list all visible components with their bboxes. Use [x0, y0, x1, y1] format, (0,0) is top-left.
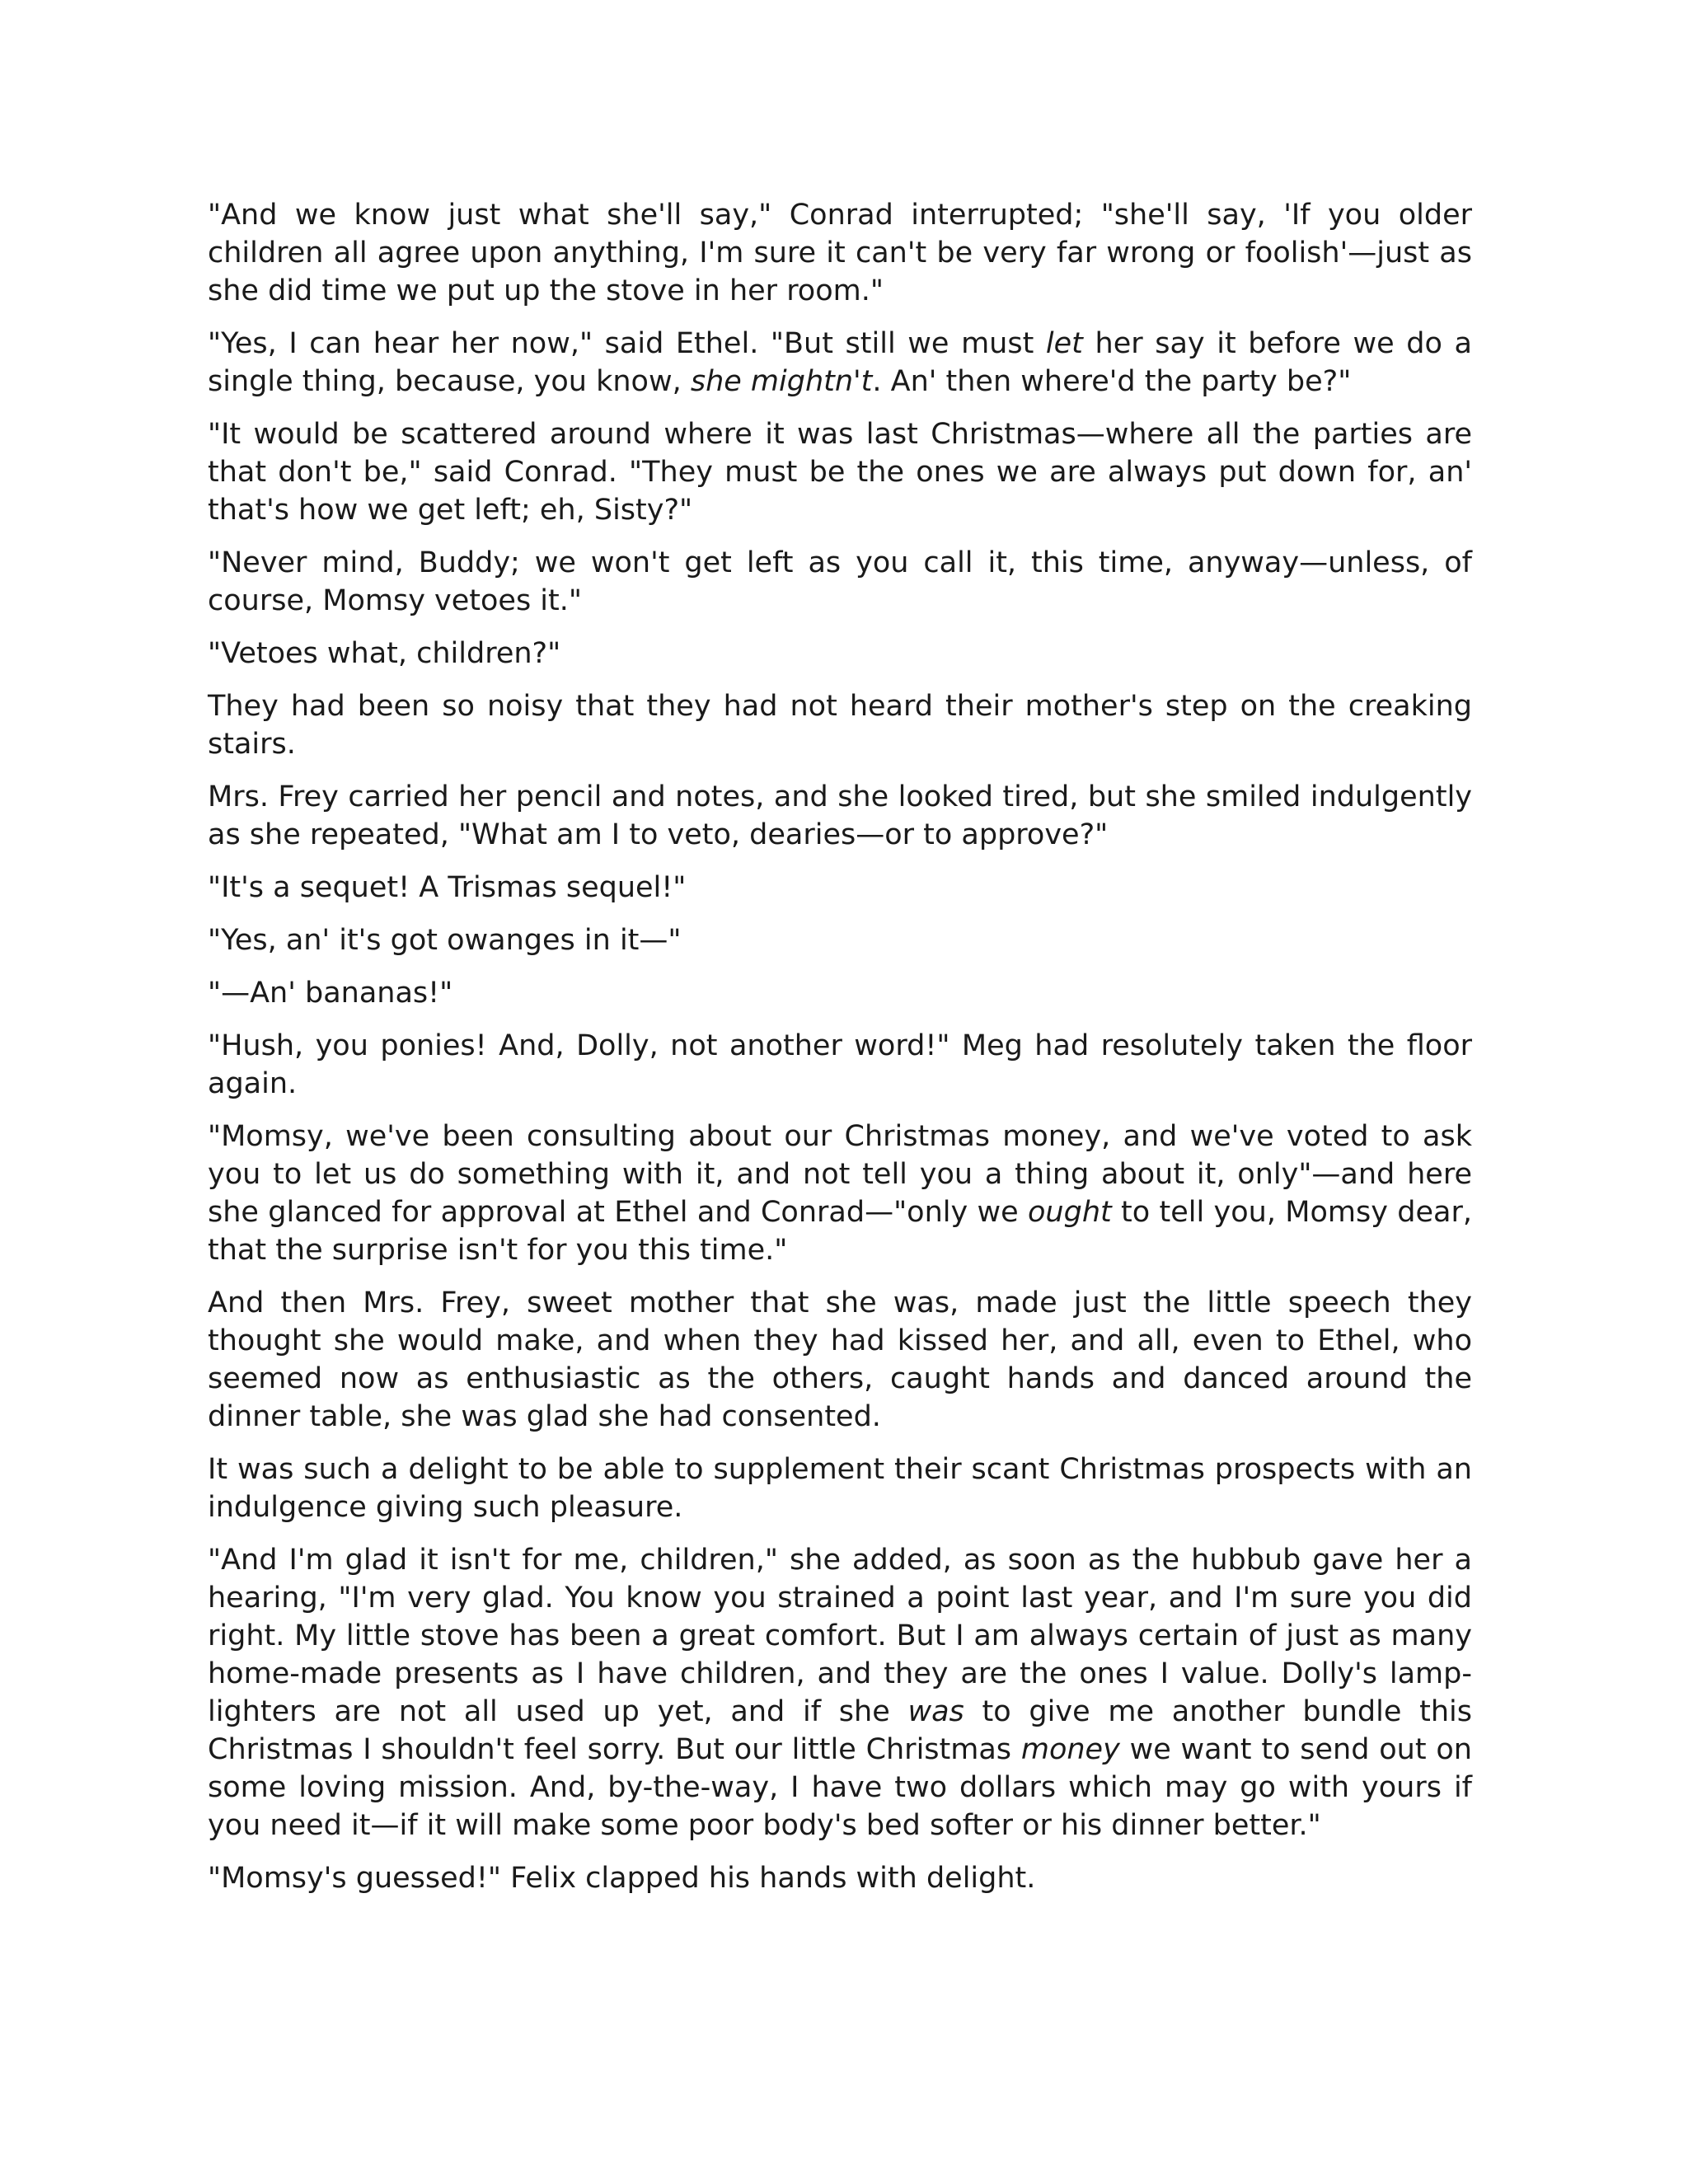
- paragraph: [208, 1284, 1472, 1436]
- paragraph: [208, 544, 1472, 620]
- text: It was such a delight to be able to supplement their scant Christmas prospects with an indulgence giving such pleasure.: [208, 1453, 1472, 1524]
- paragraph: [208, 687, 1472, 763]
- paragraph: [208, 1118, 1472, 1269]
- text: her say it before we do a single thing, because, you know,: [208, 327, 1472, 398]
- text: "Momsy's guessed!" Felix clapped his hands with delight.: [208, 1862, 1036, 1895]
- paragraph: [208, 196, 1472, 310]
- text: And then Mrs. Frey, sweet mother that she was, made just the little speech they thought she would make, and when they had kissed her, and all, even to Ethel, who seemed now as enthusiastic as the others, caught hands and danced around the dinner table, she was glad she had consented.: [208, 1286, 1472, 1433]
- paragraph: [208, 635, 1472, 673]
- text: to tell you, Momsy dear, that the surprise isn't for you this time.": [208, 1196, 1472, 1267]
- paragraph: [208, 974, 1472, 1012]
- emphasis-text: she mightn't: [690, 365, 873, 398]
- paragraph: [208, 921, 1472, 959]
- text: They had been so noisy that they had not heard their mother's step on the creaking stairs.: [208, 690, 1472, 761]
- text: "It's a sequet! A Trismas sequel!": [208, 871, 687, 904]
- text: "And I'm glad it isn't for me, children," she added, as soon as the hubbub gave her a hearing, "I'm very glad. You know you strained a point last year, and I'm sure you did right. My little stove has been a great comfort. But I am always certain of just as many home-made presents as I have children, and they are the ones I value. Dolly's lamp-lighters are not all used up yet, and if she: [208, 1544, 1472, 1728]
- text: "Hush, you ponies! And, Dolly, not another word!" Meg had resolutely taken the floor again.: [208, 1029, 1472, 1100]
- paragraph: [208, 325, 1472, 401]
- text: . An' then where'd the party be?": [872, 365, 1352, 398]
- emphasis-text: let: [1045, 327, 1083, 360]
- document-page: [208, 196, 1472, 1912]
- text: "—An' bananas!": [208, 977, 453, 1010]
- paragraph: [208, 1541, 1472, 1844]
- text: to give me another bundle this Christmas I shouldn't feel sorry. But our little Christmas: [208, 1695, 1472, 1766]
- text: "Yes, an' it's got owanges in it—": [208, 924, 682, 957]
- paragraph: [208, 1451, 1472, 1526]
- text: we want to send out on some loving mission. And, by-the-way, I have two dollars which may go with yours if you need it—if it will make some poor body's bed softer or his dinner better.": [208, 1733, 1472, 1842]
- emphasis-text: money: [1020, 1733, 1120, 1766]
- emphasis-text: was: [907, 1695, 964, 1728]
- paragraph: [208, 415, 1472, 529]
- text: "Momsy, we've been consulting about our Christmas money, and we've voted to ask you to let us do something with it, and not tell you a thing about it, only"—and here she glanced for approval at Ethel and Conrad—"only we: [208, 1120, 1472, 1229]
- paragraph: [208, 1859, 1472, 1897]
- text: "Vetoes what, children?": [208, 637, 561, 670]
- paragraph: [208, 1027, 1472, 1103]
- text: "And we know just what she'll say," Conrad interrupted; "she'll say, 'If you older children all agree upon anything, I'm sure it can't be very far wrong or foolish'—just as she did time we put up the stove in her room.": [208, 199, 1472, 307]
- text: "Yes, I can hear her now," said Ethel. "But still we must: [208, 327, 1046, 360]
- emphasis-text: ought: [1028, 1196, 1112, 1229]
- paragraph: [208, 869, 1472, 907]
- text: Mrs. Frey carried her pencil and notes, and she looked tired, but she smiled indulgently as she repeated, "What am I to veto, dearies—or to approve?": [208, 780, 1472, 851]
- text: "It would be scattered around where it was last Christmas—where all the parties are that don't be," said Conrad. "They must be the ones we are always put down for, an' that's how we get left; eh, Sisty?": [208, 418, 1472, 527]
- text: "Never mind, Buddy; we won't get left as you call it, this time, anyway—unless, of course, Momsy vetoes it.": [208, 546, 1472, 617]
- paragraph: [208, 778, 1472, 854]
